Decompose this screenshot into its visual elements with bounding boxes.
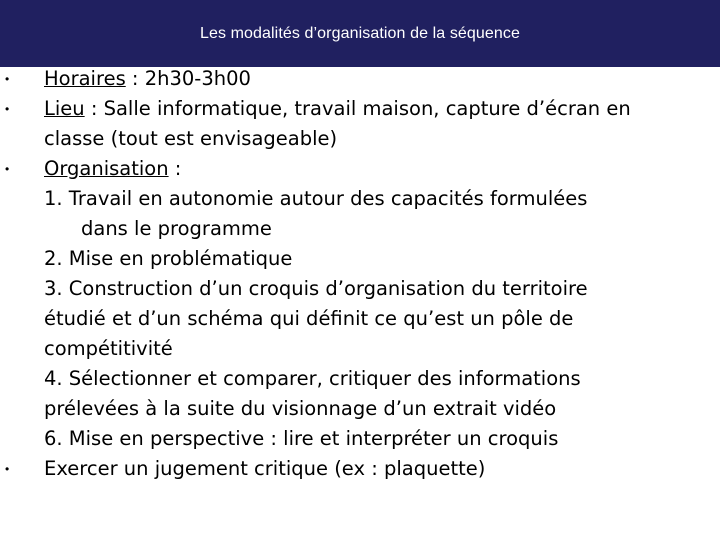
organisation-step: 4. Sélectionner et comparer, critiquer des informations [44,367,581,390]
organisation-step: étudié et d’un schéma qui définit ce qu’est un pôle de [44,307,574,330]
slide-title: Les modalités d’organisation de la séquence [199,24,521,42]
bullet-icon: • [5,162,10,176]
bullet-icon: • [5,102,10,116]
organisation-step: 3. Construction d’un croquis d’organisation du territoire [44,277,588,300]
organisation-step: prélevées à la suite du visionnage d’un extrait vidéo [44,397,557,420]
organisation-text: : [168,157,182,180]
lieu-text-line1: : Salle informatique, travail maison, capture d’écran en [84,97,631,120]
bullet-icon: • [5,462,10,476]
lieu-text-line2: classe (tout est envisageable) [44,127,338,150]
organisation-step: 2. Mise en problématique [44,247,293,270]
lieu-label: Lieu [44,97,85,120]
organisation-step: dans le programme [81,217,272,240]
organisation-step: 1. Travail en autonomie autour des capacités formulées [44,187,588,210]
horaires-text: : 2h30-3h00 [125,67,251,90]
slide-title-bar [0,0,720,67]
list-item-horaires [44,64,251,94]
horaires-label: Horaires [44,67,126,90]
bullet-icon: • [5,72,10,86]
organisation-label: Organisation [44,157,169,180]
organisation-step: 6. Mise en perspective : lire et interpréter un croquis [44,427,559,450]
organisation-step: compétitivité [44,337,173,360]
list-item-lieu [44,94,631,124]
list-item-organisation [44,154,181,184]
list-item-exercer: Exercer un jugement critique (ex : plaquette) [44,457,486,480]
